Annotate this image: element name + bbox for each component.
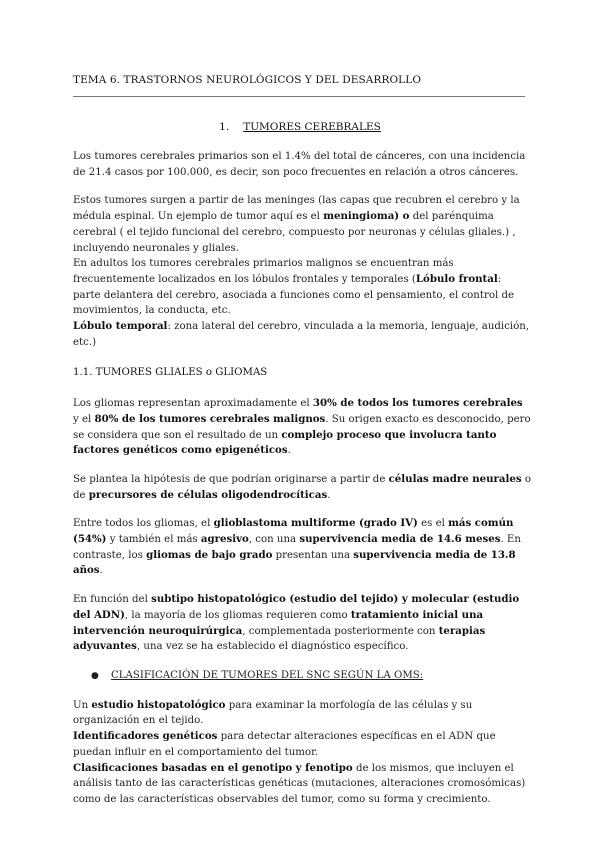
- title-divider: [73, 96, 525, 97]
- paragraph-glioblastoma: Entre todos los gliomas, el glioblastoma multiforme (grado IV) es el más común (54%) y también el más agresivo, con una supervivencia media de 14.6 meses. En contraste, los gliomas de bajo grado presentan una supervivencia media de 13.8 años.: [73, 517, 521, 577]
- paragraph-genetic-identifiers: Identificadores genéticos para detectar alteraciones específicas en el ADN que puedan influir en el comportamiento del tumor.: [73, 730, 496, 758]
- section-heading: [0, 121, 600, 133]
- paragraph-glioma-stats: Los gliomas representan aproximadamente el 30% de todos los tumores cerebrales y el 80% de los tumores cerebrales malignos. Su origen exacto es desconocido, pero se considera que son el resultado de un complejo proceso que involucra tanto factores genéticos como epigenéticos.: [73, 397, 531, 457]
- bullet-text: CLASIFICACIÓN DE TUMORES DEL SNC SEGÚN LA OMS:: [111, 669, 424, 681]
- paragraph-temporal-lobe: Lóbulo temporal: zona lateral del cerebro, vinculada a la memoria, lenguaje, audición, etc.): [73, 320, 530, 348]
- paragraph-location: En adultos los tumores cerebrales primarios malignos se encuentran más frecuentemente localizados en los lóbulos frontales y temporales (Lóbulo frontal: parte delantera del cerebro, asociada a funciones como el pensamiento, el control de movimientos, la conducta, etc.: [73, 258, 515, 317]
- paragraph-hypothesis: Se plantea la hipótesis de que podrían originarse a partir de células madre neurales o de precursores de células oligodendrocíticas.: [73, 472, 531, 501]
- bullet-who-classification: [91, 668, 531, 685]
- paragraph-origin: Estos tumores surgen a partir de las meninges (las capas que recubren el cerebro y la médula espinal. Un ejemplo de tumor aquí es el meningioma) o del parénquima cerebral ( el tejido funcional del cerebro, compuesto por neuronas y células gliales.) , incluyendo neuronales y gliales.: [73, 195, 520, 254]
- paragraph-histopathology: Un estudio histopatológico para examinar la morfología de las células y su organización en el tejido.: [73, 698, 473, 727]
- paragraph-genotype-phenotype: Clasificaciones basadas en el genotipo y fenotipo de los mismos, que incluyen el análisis tanto de las características genéticas (mutaciones, alteraciones cromosómicas) como de las características observables del tumor, como su forma y crecimiento.: [73, 761, 526, 805]
- document-title: TEMA 6. TRASTORNOS NEUROLÓGICOS Y DEL DESARROLLO: [73, 74, 422, 86]
- paragraph-treatment: En función del subtipo histopatológico (estudio del tejido) y molecular (estudio del ADN), la mayoría de los gliomas requieren como tratamiento inicial una intervención neuroquirúrgica, complementada posteriormente con terapias adyuvantes, una vez se ha establecido el diagnóstico específico.: [73, 593, 520, 653]
- section-title: TUMORES CEREBRALES: [243, 121, 381, 133]
- document-body: [73, 149, 531, 808]
- paragraph-incidence: Los tumores cerebrales primarios son el 1.4% del total de cánceres, con una incidencia de 21.4 casos por 100.000, es decir, son poco frecuentes en relación a otros cánceres.: [73, 151, 526, 178]
- section-number: 1.: [219, 121, 230, 133]
- bullet-dot-icon: ●: [91, 670, 99, 681]
- subsection-title: 1.1. TUMORES GLIALES o GLIOMAS: [73, 367, 268, 379]
